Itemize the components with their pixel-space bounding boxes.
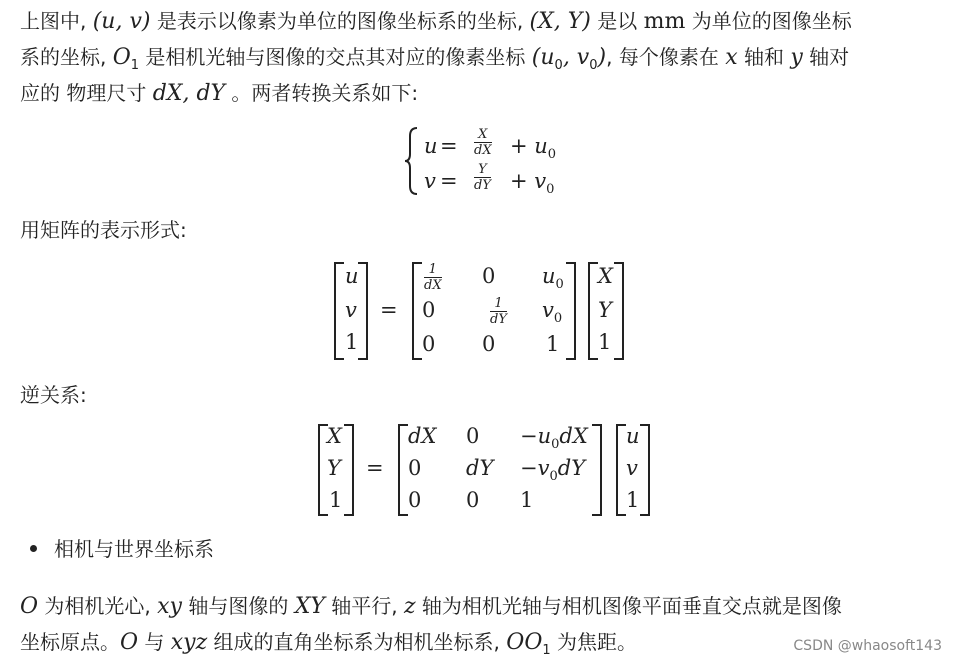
- eq1-lhs: u: [424, 134, 438, 158]
- outro-line-1: O 为相机光心, xy 轴与图像的 XY 轴平行, z 轴为相机光轴与相机图像平面垂直交点就是图像: [20, 594, 842, 619]
- text: , 每个像素在: [606, 45, 726, 69]
- math-y: y: [790, 45, 803, 70]
- eq1-equals: =: [440, 134, 458, 158]
- text: 。两者转换关系如下:: [225, 81, 419, 105]
- matrix-equation-1: [334, 262, 634, 360]
- matrix-heading: 用矩阵的表示形式:: [20, 218, 187, 242]
- text: 是表示以像素为单位的图像坐标系的坐标,: [150, 9, 530, 33]
- math-uv: (u, v): [92, 9, 151, 34]
- matrix-equation-2: [318, 424, 652, 516]
- eq2-tail: + $v_0$: [510, 169, 555, 197]
- math-x: x: [725, 45, 738, 70]
- eq1-tail: + $u_0$: [510, 134, 557, 162]
- text: 轴和: [737, 45, 791, 69]
- text: 是以: [590, 9, 644, 33]
- outro-line-2: 坐标原点。O 与 xyz 组成的直角坐标系为相机坐标系, $OO_1$ 为焦距。: [20, 630, 637, 658]
- subscript: 1: [130, 58, 140, 73]
- eq2-fraction: $\frac{Y}{dY}$: [474, 162, 491, 193]
- math-mm: mm: [643, 9, 686, 34]
- subscript: 0: [554, 58, 563, 73]
- math-paren: ): [597, 45, 607, 70]
- transform-matrix: $\frac{1}{dX}$ 0 $u_0$ 0 $\frac{1}{dY}$ $v_0$ 0 0 1: [412, 262, 576, 360]
- math-XY: (X, Y): [529, 9, 591, 34]
- rhs-vector: X Y 1: [588, 262, 624, 360]
- text: 轴对: [802, 45, 850, 69]
- math-u: (u: [531, 45, 555, 70]
- watermark: CSDN @whaosoft143: [793, 638, 942, 654]
- intro-line-3: [20, 76, 418, 111]
- eq2-lhs: v: [424, 169, 436, 193]
- equals-sign: =: [366, 456, 384, 480]
- math-v: , v: [562, 45, 590, 70]
- rhs-vector: u v 1: [616, 424, 650, 516]
- equals-sign: =: [380, 298, 398, 322]
- text: 是相机光轴与图像的交点其对应的像素坐标: [139, 45, 532, 69]
- subscript: 0: [589, 58, 598, 73]
- text: 为单位的图像坐标: [685, 9, 852, 33]
- lhs-vector: X Y 1: [318, 424, 354, 516]
- text: 系的坐标,: [20, 45, 113, 69]
- bullet-item: 相机与世界坐标系: [54, 537, 214, 561]
- equation-system: [402, 124, 572, 198]
- eq2-equals: =: [440, 169, 458, 193]
- eq1-fraction: $\frac{X}{dX}$: [474, 127, 492, 158]
- math-dXdY: dX, dY: [152, 81, 226, 106]
- bullet-dot-icon: [30, 545, 37, 552]
- inverse-matrix: dX 0 $-u_0dX$ 0 dY $-v_0dY$ 0 0 1: [398, 424, 602, 516]
- inverse-heading: 逆关系:: [20, 383, 87, 407]
- left-brace-icon: [402, 124, 422, 198]
- text: 上图中,: [20, 9, 93, 33]
- math-O: O: [112, 45, 131, 70]
- text: 应的 物理尺寸: [20, 81, 153, 105]
- lhs-vector: u v 1: [334, 262, 368, 360]
- intro-line-1: [20, 4, 852, 39]
